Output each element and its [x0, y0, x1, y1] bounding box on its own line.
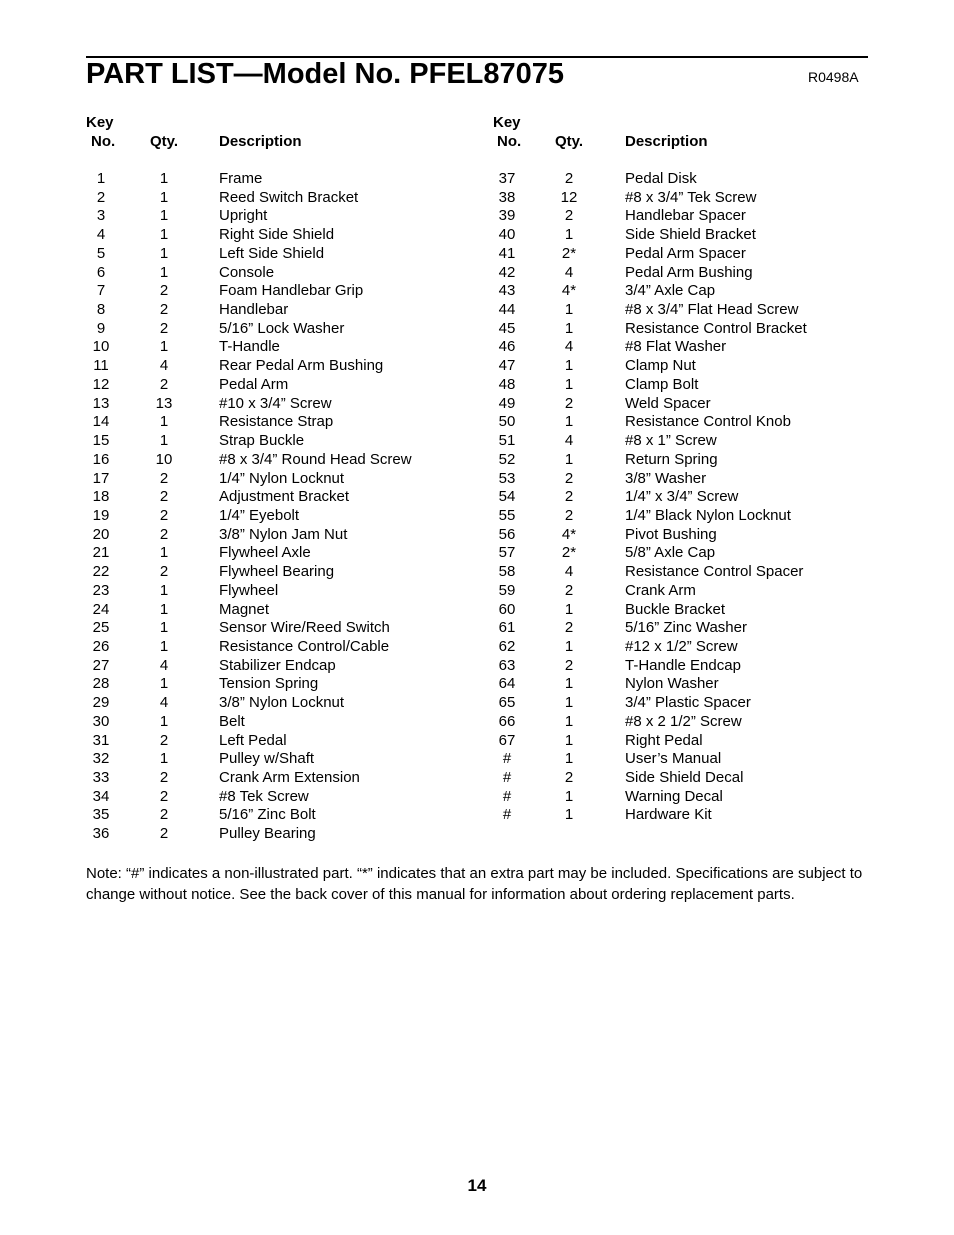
part-quantity: 1 [159, 675, 169, 693]
part-description: #8 x 3/4” Tek Screw [625, 188, 757, 206]
part-key-number: 13 [92, 394, 110, 412]
part-quantity: 2 [159, 563, 169, 581]
part-quantity: 4 [564, 263, 574, 281]
part-quantity: 2 [159, 319, 169, 337]
part-description: Flywheel [219, 581, 279, 599]
part-quantity: 2 [564, 207, 574, 225]
part-key-number: 43 [498, 282, 516, 300]
part-quantity: 4 [564, 432, 574, 450]
part-description: Pedal Arm [219, 375, 289, 393]
part-quantity: 4 [159, 656, 169, 674]
part-description: Weld Spacer [625, 394, 711, 412]
part-quantity: 1 [564, 806, 574, 824]
part-key-number: 1 [96, 170, 106, 187]
part-quantity: 1 [564, 357, 574, 375]
part-row [0, 413, 954, 432]
part-description: 1/4” Eyebolt [219, 506, 300, 524]
part-key-number: 58 [498, 563, 516, 581]
part-quantity: 1 [159, 263, 169, 281]
part-description: Upright [219, 207, 268, 225]
part-key-number: 29 [92, 694, 110, 712]
part-description: Buckle Bracket [625, 600, 726, 618]
part-key-number: 38 [498, 188, 516, 206]
part-row [0, 264, 954, 283]
part-quantity: 2 [564, 394, 574, 412]
part-quantity: 2 [159, 506, 169, 524]
part-key-number: 25 [92, 619, 110, 637]
part-description: User’s Manual [625, 750, 722, 768]
part-description: Clamp Bolt [625, 375, 699, 393]
part-description: 1/4” x 3/4” Screw [625, 488, 739, 506]
part-quantity: 1 [159, 712, 169, 730]
part-key-number: 63 [498, 656, 516, 674]
part-quantity: 1 [564, 750, 574, 768]
part-quantity: 2 [159, 375, 169, 393]
part-description: Console [219, 263, 275, 281]
part-row [0, 638, 954, 657]
part-key-number: # [502, 806, 512, 824]
part-quantity: 2 [564, 581, 574, 599]
part-description: Foam Handlebar Grip [219, 282, 364, 300]
part-key-number: 21 [92, 544, 110, 562]
part-key-number: 53 [498, 469, 516, 487]
part-description: Crank Arm [625, 581, 696, 599]
part-key-number: 45 [498, 319, 516, 337]
part-description: Crank Arm Extension [219, 769, 360, 786]
part-quantity: 13 [155, 394, 173, 412]
part-quantity: 1 [159, 188, 169, 206]
part-quantity: 2 [159, 769, 169, 786]
part-description: T-Handle [219, 338, 280, 356]
part-description: 3/4” Axle Cap [625, 282, 716, 300]
right-parts-list [0, 170, 954, 825]
part-key-number: 49 [498, 394, 516, 412]
part-key-number: 11 [93, 357, 109, 375]
part-quantity: 10 [155, 450, 173, 468]
part-key-number: 39 [498, 207, 516, 225]
part-description: Resistance Control/Cable [219, 637, 390, 655]
part-key-number: 56 [498, 525, 516, 543]
part-key-number: 62 [498, 637, 516, 655]
part-quantity: 2 [564, 488, 574, 506]
part-description: Pulley Bearing [219, 825, 316, 843]
part-description: Adjustment Bracket [219, 488, 350, 506]
part-key-number: 55 [498, 506, 516, 524]
part-key-number: 33 [92, 769, 110, 786]
part-description: Side Shield Decal [625, 769, 744, 786]
part-key-number: 52 [498, 450, 516, 468]
part-quantity: 1 [159, 207, 169, 225]
part-description: Return Spring [625, 450, 718, 468]
part-row [0, 432, 954, 451]
part-description: Clamp Nut [625, 357, 696, 375]
part-quantity: 1 [564, 694, 574, 712]
left-qty-header: Qty. [150, 133, 179, 150]
part-description: Right Side Shield [219, 226, 335, 244]
part-row [0, 788, 954, 807]
part-row [0, 189, 954, 208]
part-description: T-Handle Endcap [625, 656, 741, 674]
part-description: Pedal Disk [625, 170, 697, 187]
part-quantity: 1 [159, 226, 169, 244]
part-description: Flywheel Bearing [219, 563, 335, 581]
part-quantity: 2 [564, 769, 574, 786]
part-row [0, 657, 954, 676]
part-key-number: 44 [498, 301, 516, 319]
part-row [0, 357, 954, 376]
part-row [0, 526, 954, 545]
part-key-number: # [502, 769, 512, 786]
part-key-number: 59 [498, 581, 516, 599]
part-description: #12 x 1/2” Screw [625, 637, 738, 655]
part-quantity: 1 [564, 450, 574, 468]
part-key-number: 50 [498, 413, 516, 431]
part-key-number: 19 [92, 506, 110, 524]
part-description: 3/8” Washer [625, 469, 707, 487]
part-description: Pedal Arm Bushing [625, 263, 753, 281]
page-number: 14 [467, 1176, 487, 1195]
part-key-number: 3 [96, 207, 106, 225]
part-quantity: 1 [564, 787, 574, 805]
part-row [0, 320, 954, 339]
right-key-header-bottom: No. [497, 133, 522, 150]
part-description: Side Shield Bracket [625, 226, 756, 244]
part-key-number: 42 [498, 263, 516, 281]
part-row [0, 488, 954, 507]
part-quantity: 1 [159, 244, 169, 262]
part-key-number: 23 [92, 581, 110, 599]
part-key-number: 24 [92, 600, 110, 618]
part-key-number: # [502, 787, 512, 805]
part-quantity: 2 [159, 806, 169, 824]
part-quantity: 2 [159, 525, 169, 543]
part-row [0, 338, 954, 357]
part-quantity: 1 [159, 544, 169, 562]
part-description: Frame [219, 170, 263, 187]
part-description: 1/4” Black Nylon Locknut [625, 506, 791, 524]
part-quantity: 2 [159, 301, 169, 319]
part-row [0, 582, 954, 601]
part-key-number: 15 [92, 432, 110, 450]
part-row [0, 619, 954, 638]
part-key-number: 18 [92, 488, 110, 506]
part-key-number: 40 [498, 226, 516, 244]
part-description: 1/4” Nylon Locknut [219, 469, 345, 487]
part-quantity: 2 [564, 506, 574, 524]
part-key-number: 28 [92, 675, 110, 693]
part-row [0, 451, 954, 470]
part-quantity: 2 [159, 731, 169, 749]
part-key-number: 12 [92, 375, 110, 393]
part-key-number: 17 [92, 469, 110, 487]
part-key-number: 34 [92, 787, 110, 805]
part-row [0, 301, 954, 320]
part-description: Handlebar [219, 301, 289, 319]
part-quantity: 1 [564, 712, 574, 730]
document-code: R0498A [808, 69, 859, 85]
part-quantity: 2 [564, 170, 574, 187]
part-key-number: 31 [92, 731, 110, 749]
right-description-header: Description [625, 133, 708, 150]
part-key-number: 5 [96, 244, 106, 262]
part-quantity: 1 [564, 301, 574, 319]
part-description: Belt [219, 712, 245, 730]
part-row [0, 713, 954, 732]
part-description: Handlebar Spacer [625, 207, 746, 225]
part-row [0, 825, 480, 844]
part-description: Resistance Control Bracket [625, 319, 807, 337]
part-quantity: 2 [159, 282, 169, 300]
part-quantity: 2 [159, 488, 169, 506]
part-quantity: 1 [564, 413, 574, 431]
right-key-header-top: Key [493, 114, 521, 131]
part-key-number: 37 [498, 170, 516, 187]
part-quantity: 4 [159, 357, 169, 375]
part-description: Left Side Shield [219, 244, 325, 262]
part-row [0, 601, 954, 620]
part-description: Rear Pedal Arm Bushing [219, 357, 384, 375]
part-key-number: 10 [92, 338, 110, 356]
part-description: Resistance Control Knob [625, 413, 791, 431]
part-description: 5/16” Zinc Bolt [219, 806, 316, 824]
part-row [0, 563, 954, 582]
part-quantity: 1 [159, 637, 169, 655]
part-description: Left Pedal [219, 731, 287, 749]
part-description: #8 Tek Screw [219, 787, 309, 805]
part-row [0, 470, 954, 489]
part-key-number: 9 [96, 319, 106, 337]
part-key-number: 27 [92, 656, 110, 674]
part-quantity: 12 [560, 188, 578, 206]
part-key-number: 7 [96, 282, 106, 300]
part-key-number: 22 [92, 563, 110, 581]
part-row [0, 395, 954, 414]
footnote: Note: “#” indicates a non-illustrated part. “*” indicates that an extra part may be included. Specifications are subject to change without notice. See the back cover of this manual for information about ordering replacement parts. [86, 865, 863, 903]
part-key-number: 2 [96, 188, 106, 206]
part-quantity: 4 [159, 694, 169, 712]
part-quantity: 1 [159, 413, 169, 431]
part-description: Strap Buckle [219, 432, 305, 450]
part-quantity: 2 [159, 469, 169, 487]
part-description: 5/8” Axle Cap [625, 544, 716, 562]
part-key-number: 32 [92, 750, 110, 768]
part-key-number: 51 [498, 432, 516, 450]
part-description: Resistance Strap [219, 413, 334, 431]
part-key-number: 16 [92, 450, 110, 468]
part-description: #8 x 1” Screw [625, 432, 717, 450]
left-key-header-bottom: No. [91, 133, 116, 150]
part-description: #8 x 3/4” Round Head Screw [219, 450, 412, 468]
part-key-number: 64 [498, 675, 516, 693]
part-description: Pivot Bushing [625, 525, 717, 543]
part-key-number: 20 [92, 525, 110, 543]
part-row [0, 282, 954, 301]
part-quantity: 1 [159, 170, 169, 187]
page-title: PART LIST—Model No. PFEL87075 [86, 58, 565, 90]
part-quantity: 2* [561, 244, 577, 262]
part-key-number: 14 [92, 413, 110, 431]
part-description: Pulley w/Shaft [219, 750, 315, 768]
part-description: Right Pedal [625, 731, 703, 749]
part-description: 5/16” Zinc Washer [625, 619, 747, 637]
part-quantity: 2 [159, 787, 169, 805]
part-description: 3/8” Nylon Locknut [219, 694, 345, 712]
part-quantity: 1 [159, 432, 169, 450]
part-key-number: 67 [498, 731, 516, 749]
part-quantity: 4* [561, 525, 577, 543]
part-quantity: 1 [564, 637, 574, 655]
part-quantity: 4 [564, 338, 574, 356]
part-key-number: # [502, 750, 512, 768]
part-description: 3/4” Plastic Spacer [625, 694, 751, 712]
part-quantity: 1 [159, 581, 169, 599]
part-row [0, 675, 954, 694]
part-row [0, 694, 954, 713]
part-key-number: 54 [498, 488, 516, 506]
part-row [0, 750, 954, 769]
part-description: Warning Decal [625, 787, 723, 805]
part-quantity: 1 [564, 731, 574, 749]
left-key-header-top: Key [86, 114, 114, 131]
part-quantity: 1 [564, 600, 574, 618]
part-key-number: 30 [92, 712, 110, 730]
part-description: #8 x 3/4” Flat Head Screw [625, 301, 799, 319]
part-description: Stabilizer Endcap [219, 656, 336, 674]
part-row [0, 207, 954, 226]
part-description: Resistance Control Spacer [625, 563, 804, 581]
part-key-number: 4 [96, 226, 106, 244]
part-quantity: 2 [564, 469, 574, 487]
part-row [0, 226, 954, 245]
part-quantity: 2 [564, 656, 574, 674]
part-key-number: 57 [498, 544, 516, 562]
part-row [0, 769, 954, 788]
part-quantity: 2 [159, 825, 169, 843]
part-key-number: 6 [96, 263, 106, 281]
part-description: Nylon Washer [625, 675, 719, 693]
right-qty-header: Qty. [555, 133, 584, 150]
part-key-number: 46 [498, 338, 516, 356]
part-row [0, 806, 954, 825]
part-quantity: 1 [159, 600, 169, 618]
part-description: Hardware Kit [625, 806, 712, 824]
part-row [0, 376, 954, 395]
part-quantity: 1 [564, 226, 574, 244]
part-quantity: 1 [564, 319, 574, 337]
part-quantity: 4 [564, 563, 574, 581]
part-key-number: 48 [498, 375, 516, 393]
part-description: Tension Spring [219, 675, 319, 693]
part-description: Pedal Arm Spacer [625, 244, 746, 262]
part-description: 5/16” Lock Washer [219, 319, 345, 337]
part-key-number: 60 [498, 600, 516, 618]
part-row [0, 507, 954, 526]
part-description: #8 Flat Washer [625, 338, 727, 356]
part-description: Sensor Wire/Reed Switch [219, 619, 390, 637]
part-description: Reed Switch Bracket [219, 188, 359, 206]
part-key-number: 26 [92, 637, 110, 655]
part-quantity: 1 [564, 675, 574, 693]
part-row [0, 170, 954, 189]
part-description: #8 x 2 1/2” Screw [625, 712, 742, 730]
part-key-number: 36 [92, 825, 110, 843]
part-key-number: 61 [498, 619, 516, 637]
part-quantity: 1 [564, 375, 574, 393]
part-key-number: 35 [92, 806, 110, 824]
part-row [0, 245, 954, 264]
part-key-number: 66 [498, 712, 516, 730]
part-description: 3/8” Nylon Jam Nut [219, 525, 348, 543]
left-description-header: Description [219, 133, 302, 150]
part-description: Flywheel Axle [219, 544, 311, 562]
part-quantity: 1 [159, 750, 169, 768]
part-quantity: 2 [564, 619, 574, 637]
part-description: Magnet [219, 600, 270, 618]
part-description: #10 x 3/4” Screw [219, 394, 332, 412]
part-quantity: 2* [561, 544, 577, 562]
part-quantity: 4* [561, 282, 577, 300]
part-row [0, 544, 954, 563]
part-key-number: 8 [96, 301, 106, 319]
part-quantity: 1 [159, 619, 169, 637]
part-key-number: 41 [498, 244, 516, 262]
part-key-number: 65 [498, 694, 516, 712]
part-key-number: 47 [498, 357, 516, 375]
part-quantity: 1 [159, 338, 169, 356]
part-row [0, 732, 954, 751]
